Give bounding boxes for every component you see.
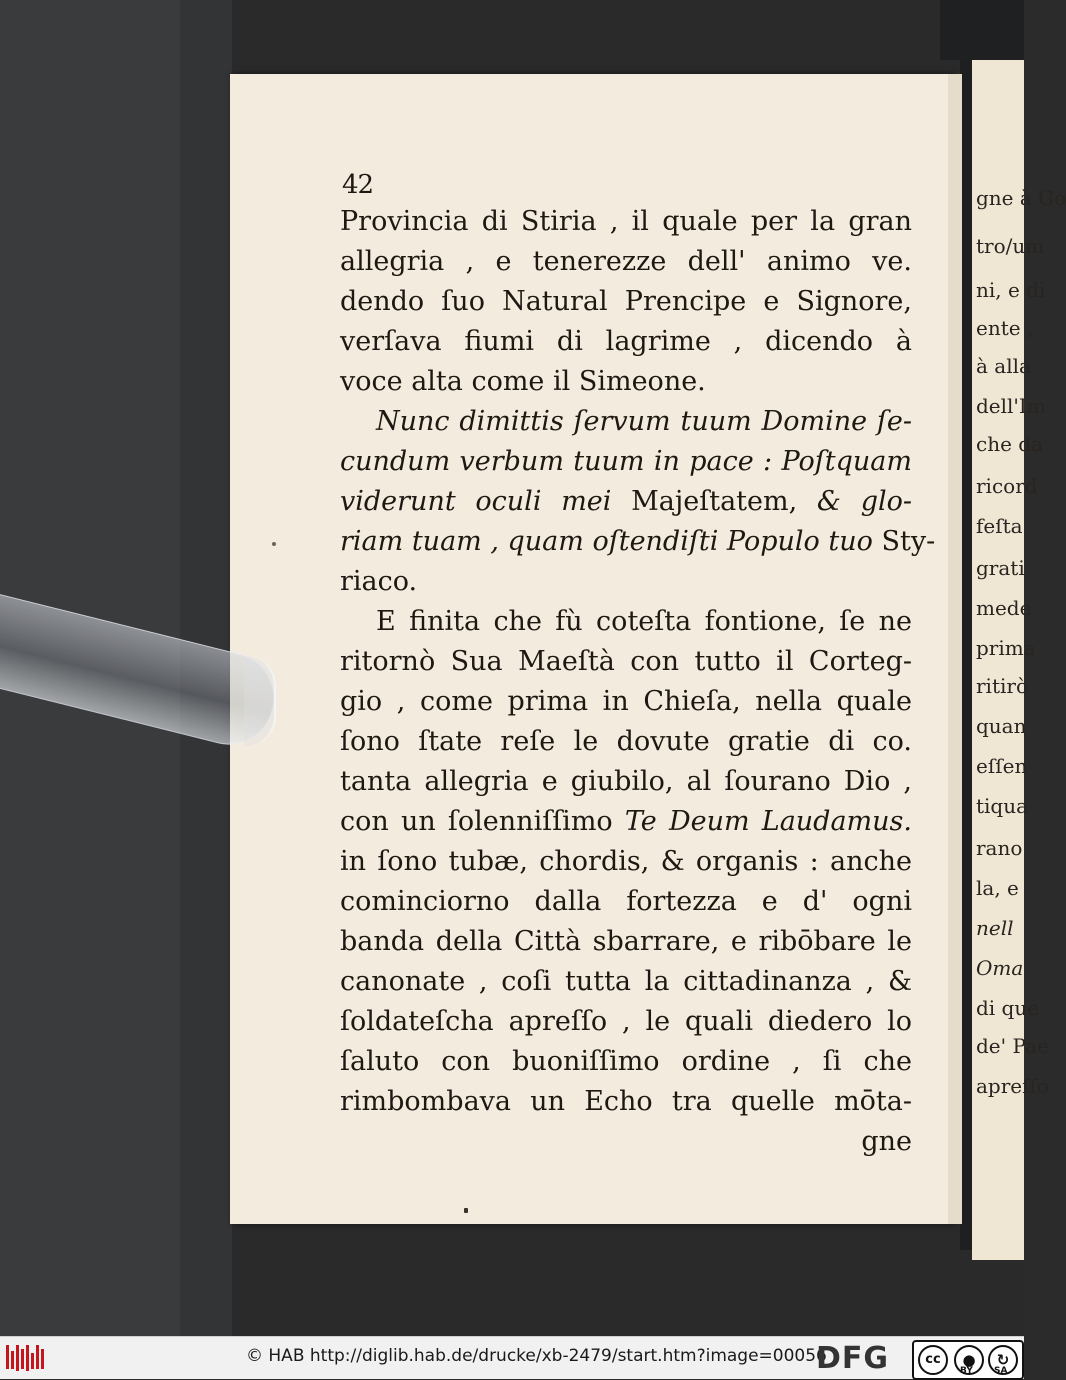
hab-logo-icon	[6, 1343, 46, 1373]
text-line: allegria , e tenerezze dell' animo ve.	[340, 246, 912, 277]
mixed-line	[340, 806, 912, 840]
sa-label: SA	[994, 1366, 1008, 1376]
catchword: gne	[861, 1126, 912, 1157]
facing-line: feſta	[976, 514, 1023, 538]
facing-line: ni, e di	[976, 278, 1046, 302]
text-line: gio , come prima in Chieſa, nella quale	[340, 686, 912, 717]
page-number: 42	[342, 170, 374, 200]
facing-line: mede	[976, 596, 1032, 620]
facing-line: prima	[976, 636, 1036, 660]
cc-license-badge[interactable]	[912, 1340, 1024, 1380]
facing-line: la, e	[976, 876, 1019, 900]
facing-line: eſſen	[976, 754, 1028, 778]
mixed-line	[340, 486, 912, 520]
sa-share-icon: ↻	[988, 1345, 1018, 1375]
roman-span: con un ſolenniſſimo	[340, 806, 625, 837]
text-line: riaco.	[340, 566, 418, 597]
latin-span: & glo-	[816, 486, 912, 517]
text-line: verſava fiumi di lagrime , dicendo à	[340, 326, 912, 357]
facing-line: apreſſo	[976, 1074, 1049, 1098]
text-line: rimbombava un Echo tra quelle mōta-	[340, 1086, 912, 1117]
text-line: tanta allegria e giubilo, al ſourano Dio ,	[340, 766, 912, 797]
facing-line: di que	[976, 996, 1040, 1020]
facing-line: ricord	[976, 474, 1038, 498]
facing-line: ente ,	[976, 316, 1034, 340]
facing-line: tro/um	[976, 234, 1045, 258]
text-line: ſoldateſcha apreſſo , le quali diedero lo	[340, 1006, 912, 1037]
top-right-shadow	[940, 0, 1024, 60]
text-line: canonate , coſi tutta la cittadinanza , &	[340, 966, 912, 997]
text-line: ritornò Sua Maeſtà con tutto il Corteg-	[340, 646, 912, 677]
text-line: in ſono tubæ, chordis, & organis : anche	[340, 846, 912, 877]
by-person-icon: ●	[954, 1345, 984, 1375]
text-line: E finita che fù coteſta fontione, ſe ne	[376, 606, 912, 637]
roman-span: Majeſtatem,	[631, 486, 817, 517]
facing-line: Oma	[976, 956, 1024, 980]
facing-line: nell	[976, 916, 1014, 940]
facing-line: gne à Go	[976, 186, 1066, 210]
facing-line: rano	[976, 836, 1023, 860]
page-edge	[948, 74, 962, 1224]
facing-line: ritirò	[976, 674, 1028, 698]
text-line: ſaluto con buoniſſimo ordine , ſi che	[340, 1046, 912, 1077]
facing-line: tiqua	[976, 794, 1029, 818]
text-line: cominciorno dalla fortezza e d' ogni	[340, 886, 912, 917]
text-line: dendo ſuo Natural Prencipe e Signore,	[340, 286, 912, 317]
latin-line: cundum verbum tuum in pace : Poſtquam	[340, 446, 912, 477]
latin-line: Nunc dimittis ſervum tuum Domine ſe-	[376, 406, 912, 437]
paper-speck	[464, 1208, 468, 1213]
footer-copyright-url[interactable]: © HAB http://diglib.hab.de/drucke/xb-2479/start.htm?image=00056	[246, 1346, 827, 1366]
paper-speck	[272, 542, 276, 546]
facing-line: grati	[976, 556, 1025, 580]
latin-span: Te Deum Laudamus.	[624, 806, 912, 837]
by-label: BY	[960, 1366, 973, 1376]
text-line: voce alta come il Simeone.	[340, 366, 706, 397]
latin-span: riam tuam , quam oſtendiſti Populo tuo	[340, 526, 882, 557]
facing-line: à alla	[976, 354, 1031, 378]
facing-line: dell'Im	[976, 394, 1046, 418]
text-line: banda della Città sbarrare, e ribōbare le	[340, 926, 912, 957]
text-line: ſono ſtate reſe le dovute gratie di co.	[340, 726, 912, 757]
facing-page	[972, 60, 1066, 1260]
dfg-logo: DFG	[816, 1341, 890, 1376]
footer-bar	[0, 1336, 1024, 1379]
facing-line: de' Pae	[976, 1034, 1049, 1058]
latin-span: viderunt oculi mei	[340, 486, 632, 517]
text-line: Provincia di Stiria , il quale per la gran	[340, 206, 912, 237]
facing-line: che da	[976, 432, 1044, 456]
roman-span: Sty-	[881, 526, 936, 557]
mixed-line	[340, 526, 936, 560]
cc-icon: cc	[918, 1345, 948, 1375]
facing-line: quan	[976, 714, 1027, 738]
